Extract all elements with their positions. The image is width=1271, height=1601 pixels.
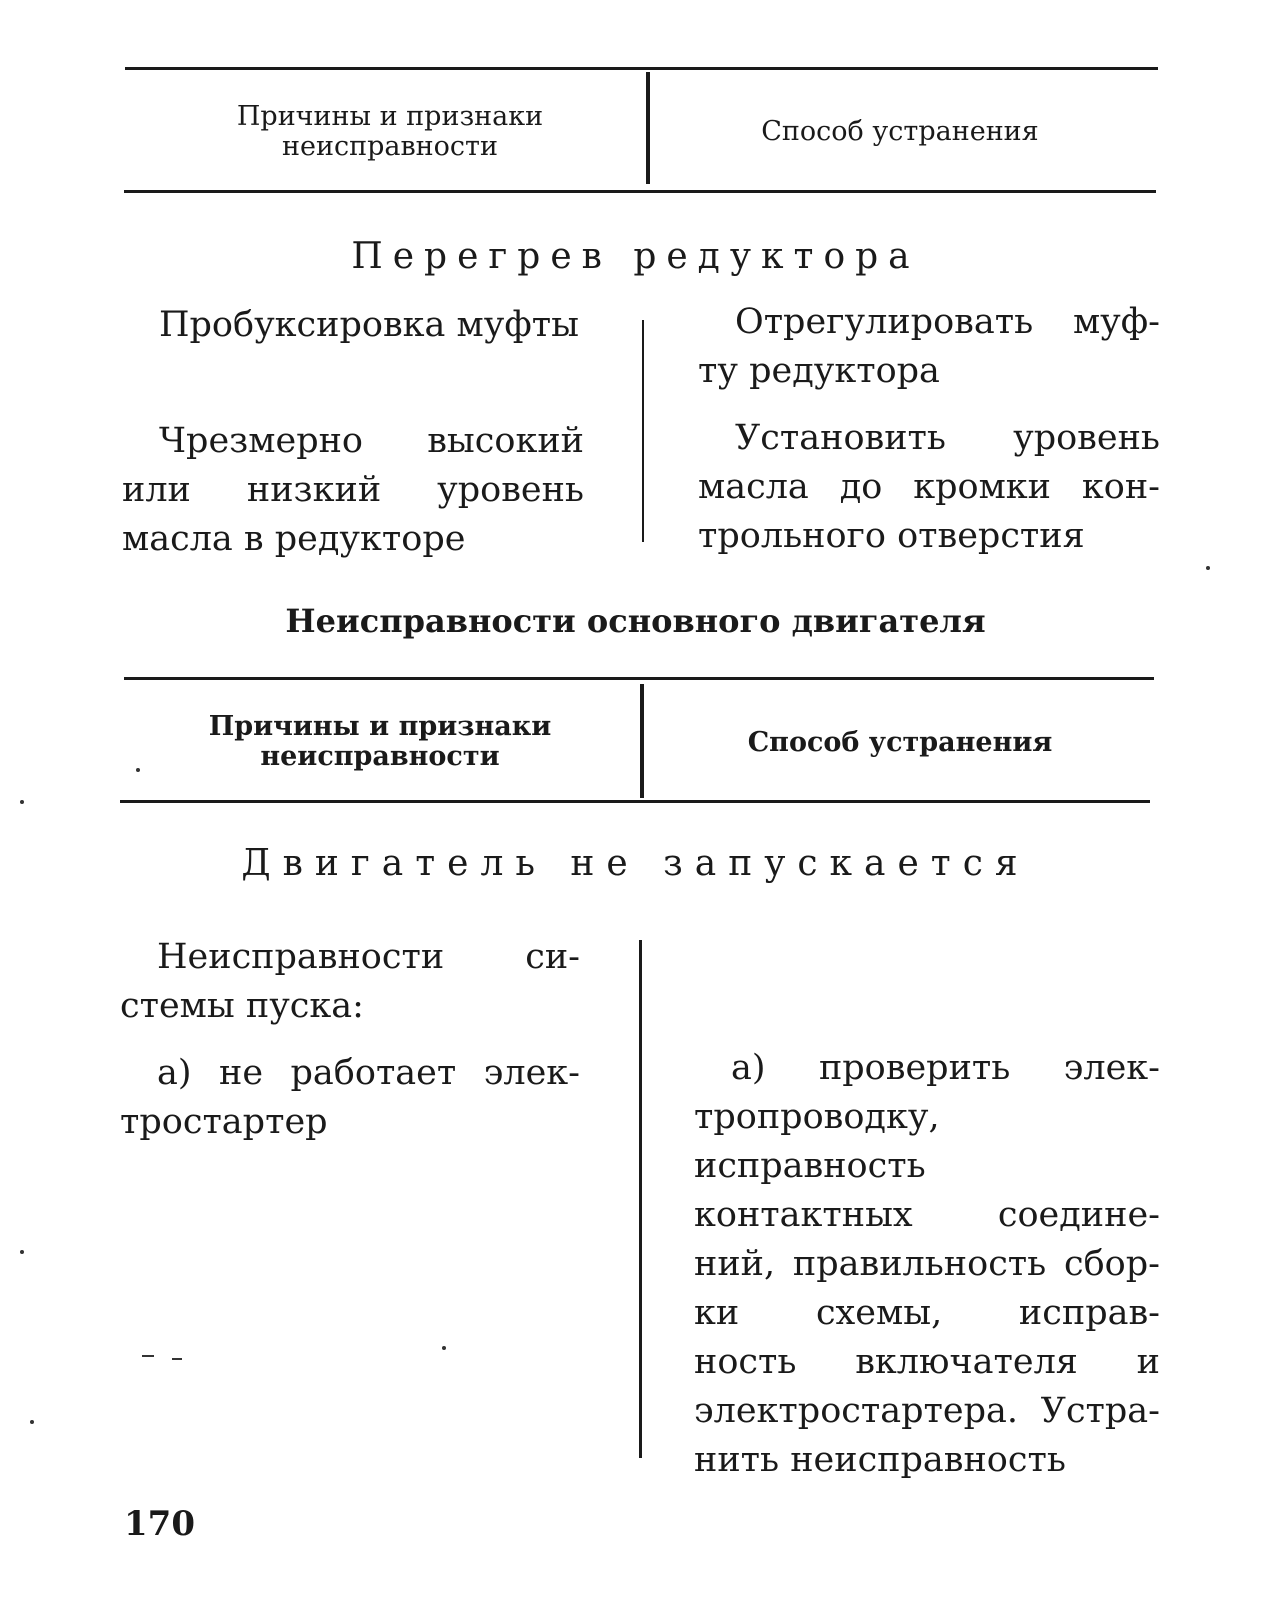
table2-header-causes: Причины и признаки неисправности	[208, 711, 552, 772]
table2-top-rule	[124, 677, 1154, 680]
table1-row1-remedy: Отрегулировать муф- ту редуктора	[698, 302, 1160, 391]
table2-header-divider	[640, 684, 644, 798]
table1-top-rule	[125, 67, 1158, 70]
scan-mark	[142, 1355, 154, 1357]
table1-row1-cause: Пробуксировка муфты	[159, 305, 579, 345]
table1-row2-remedy: Установить уровень масла до кромки кон- трольного отверстия	[698, 418, 1160, 556]
scan-speck	[1206, 566, 1210, 570]
scan-speck	[20, 800, 24, 804]
table1-header-bottom-rule	[124, 190, 1156, 193]
table2-cause-a: а) не работает элек- тростартер	[120, 1053, 580, 1142]
scan-speck	[136, 768, 140, 772]
table1-header-causes: Причины и признаки неисправности	[236, 101, 544, 162]
table1-header-divider	[646, 72, 650, 184]
scan-speck	[30, 1420, 34, 1424]
table2-remedy-a: а) проверить элек- тропроводку, исправность контактных соедине- ний, правильность сбор- ки схемы, исправ- ность включателя и электростартера. Устра- нить неисправность	[694, 1048, 1160, 1480]
table1-section-title: Перегрев редуктора	[351, 236, 920, 277]
table2-header-remedy: Способ устранения	[747, 727, 1053, 758]
scan-mark	[172, 1358, 182, 1360]
table2-section-title: Двигатель не запускается	[241, 843, 1030, 884]
scan-speck	[20, 1250, 24, 1254]
table1-body-divider	[642, 320, 644, 542]
table2-header-bottom-rule	[120, 800, 1150, 803]
scan-speck	[442, 1346, 446, 1350]
page-number: 170	[124, 1504, 195, 1544]
table2-body-divider	[639, 940, 642, 1458]
table2-cause-intro: Неисправности си- стемы пуска:	[120, 937, 580, 1026]
table1-row2-cause: Чрезмерно высокий или низкий уровень масла в редукторе	[122, 421, 584, 559]
table1-header-remedy: Способ устранения	[761, 116, 1039, 147]
engine-faults-heading: Неисправности основного двигателя	[285, 602, 986, 640]
